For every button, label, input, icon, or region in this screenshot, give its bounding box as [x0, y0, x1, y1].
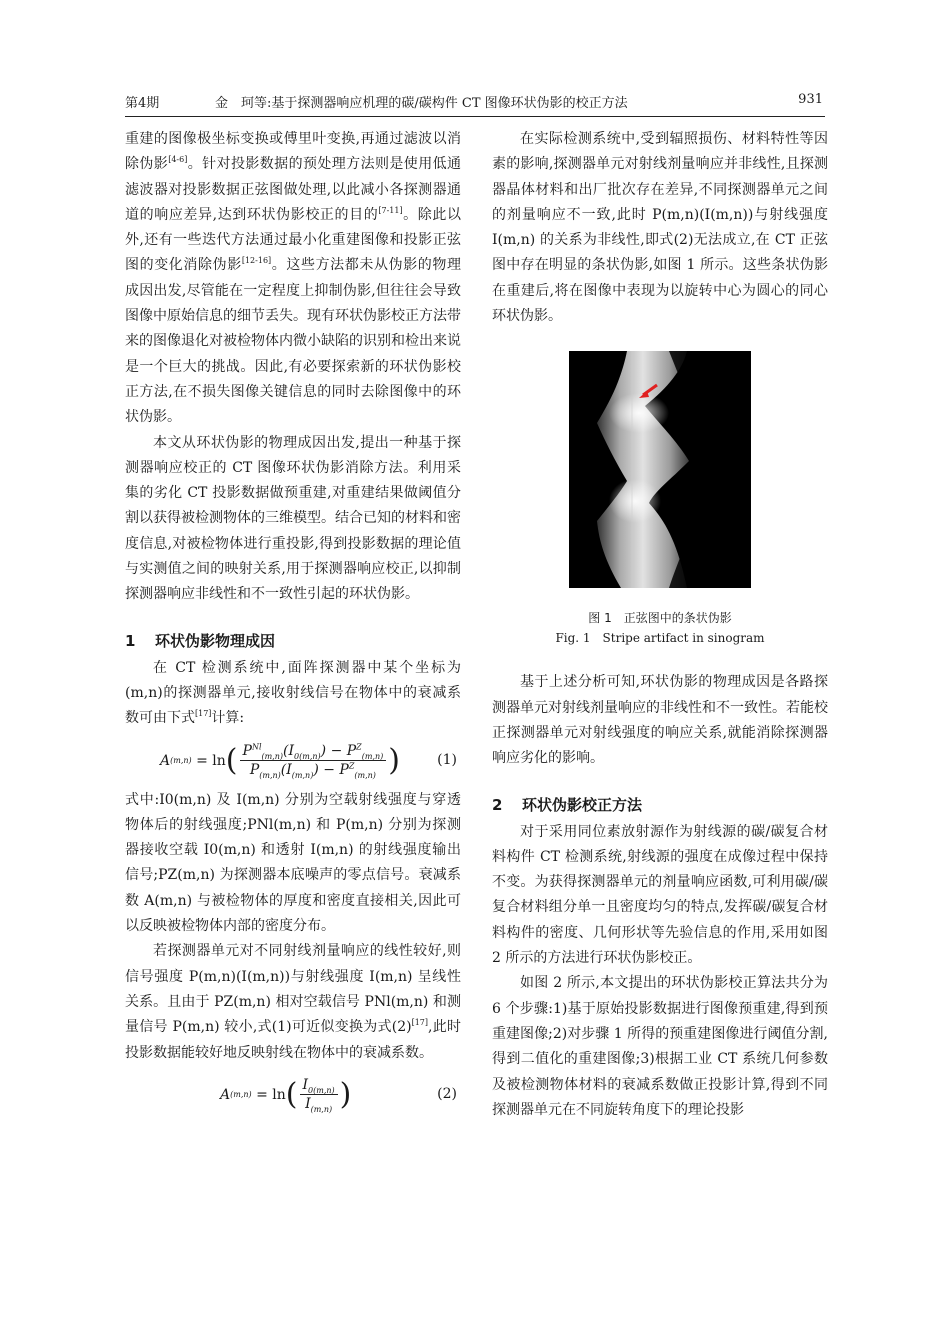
paragraph: 在 CT 检测系统中,面阵探测器中某个坐标为(m,n)的探测器单元,接收射线信号在物体中的衰减系数可由下式[17]计算:	[125, 659, 461, 727]
equation-2: A (m,n) = ln ( $\frac{I_{0(m,n)}}{I_{(m,n)}}$ ) (2)	[220, 1076, 457, 1115]
citation: [4-6]	[168, 155, 188, 165]
running-header	[125, 90, 825, 117]
paragraph: 如图 2 所示,本文提出的环状伪影校正算法共分为 6 个步骤:1)基于原始投影数据进行图像预重建,得到预重建图像;2)对步骤 1 所得的预重建图像进行阈值分割,得到二值化的重建图像;3)根据工业 CT 系统几何参数及被检测物体材料的衰减系数做正投影计算,得到不同探测器单元在不同旋转角度下的理论投影	[492, 975, 828, 1118]
section-heading-2: 2 环状伪影校正方法	[492, 795, 643, 814]
paragraph: 重建的图像极坐标变换或傅里叶变换,再通过滤波以消除伪影[4-6]。针对投影数据的预处理方法则是使用低通滤波器对投影数据正弦图做处理,以此减小各探测器通道的响应差异,达到环状伪影校正的目的[7-11]。除此以外,还有一些迭代方法通过最小化重建图像和投影正弦图的变化消除伪影[12-16]。这些方法都未从伪影的物理成因出发,尽管能在一定程度上抑制伪影,但往往会导致图像中原始信息的细节丢失。现有环状伪影校正方法带来的图像退化对被检物体内微小缺陷的识别和检出来说是一个巨大的挑战。因此,有必要探索新的环状伪影校正方法,在不损失图像关键信息的同时去除图像中的环状伪影。	[125, 131, 462, 426]
section-heading-1: 1 环状伪影物理成因	[125, 631, 276, 650]
left-column	[125, 127, 461, 1122]
equation-1: A (m,n) = ln ( $\frac{P^{Nl}_{(m,n)}(I_{0(m,n)}) - P^Z_{(m,n)}}{P_{(m,n)}(I_{(m,n)}) - P^Z_{(m,n)}}$ ) (1)	[160, 742, 457, 780]
paragraph: 式中:I0(m,n) 及 I(m,n) 分别为空载射线强度与穿透物体后的射线强度;PNl(m,n) 和 P(m,n) 分别为探测器接收空载 I0(m,n) 和透射 I(m,n) 的射线强度输出信号;PZ(m,n) 为探测器本底噪声的零点信号。衰减系数 A(m,n) 与被检物体的厚度和密度直接相关,因此可以反映被检物体内部的密度分布。	[125, 791, 461, 935]
citation: [17]	[195, 709, 212, 719]
paragraph: 对于采用同位素放射源作为射线源的碳/碳复合材料构件 CT 检测系统,射线源的强度在成像过程中保持不变。为获得探测器单元的剂量响应函数,可利用碳/碳复合材料组分单一且密度均匀的特点,发挥碳/碳复合材料构件的密度、几何形状等先验信息的作用,采用如图 2 所示的方法进行环状伪影校正。	[492, 823, 828, 967]
citation: [7-11]	[378, 205, 403, 215]
citation: [17]	[411, 1018, 429, 1028]
page-number: 931	[798, 92, 823, 107]
figure-1	[492, 351, 828, 648]
running-title: 金 珂等:基于探测器响应机理的碳/碳构件 CT 图像环状伪影的校正方法	[215, 96, 628, 111]
figure-caption-en: Fig. 1 Stripe artifact in sinogram	[555, 631, 765, 646]
equation-number: (1)	[437, 751, 457, 768]
right-column	[492, 127, 828, 1123]
paragraph: 基于上述分析可知,环状伪影的物理成因是各路探测器单元对射线剂量响应的非线性和不一致性。若能校正探测器单元对射线强度的响应关系,就能消除探测器响应劣化的影响。	[492, 674, 828, 767]
paragraph: 若探测器单元对不同射线剂量响应的线性较好,则信号强度 P(m,n)(I(m,n))与射线强度 I(m,n) 呈线性关系。且由于 PZ(m,n) 相对空载信号 PNl(m,n) 和测量信号 P(m,n) 较小,式(1)可近似变换为式(2)[17],此时投影数据能较好地反映射线在物体中的衰减系数。	[125, 943, 461, 1061]
citation: [12-16]	[241, 256, 272, 266]
paragraph: 本文从环状伪影的物理成因出发,提出一种基于探测器响应校正的 CT 图像环状伪影消除方法。利用采集的劣化 CT 投影数据做预重建,对重建结果做阈值分割以获得被检测物体的三维模型。结合已知的材料和密度信息,对被检物体进行重投影,得到投影数据的理论值与实测值之间的映射关系,用于探测器响应校正,以抑制探测器响应非线性和不一致性引起的环状伪影。	[125, 434, 461, 603]
issue-number: 第4期	[125, 96, 160, 111]
sinogram-image	[569, 351, 751, 588]
figure-caption-cn: 图 1 正弦图中的条状伪影	[588, 611, 732, 626]
paragraph: 在实际检测系统中,受到辐照损伤、材料特性等因素的影响,探测器单元对射线剂量响应并非线性,且探测器晶体材料和出厂批次存在差异,不同探测器单元之间的剂量响应不一致,此时 P(m,n)(I(m,n))与射线强度 I(m,n) 的关系为非线性,即式(2)无法成立,在 CT 正弦图中存在明显的条状伪影,如图 1 所示。这些条状伪影在重建后,将在图像中表现为以旋转中心为圆心的同心环状伪影。	[492, 131, 828, 325]
equation-number: (2)	[437, 1085, 457, 1102]
